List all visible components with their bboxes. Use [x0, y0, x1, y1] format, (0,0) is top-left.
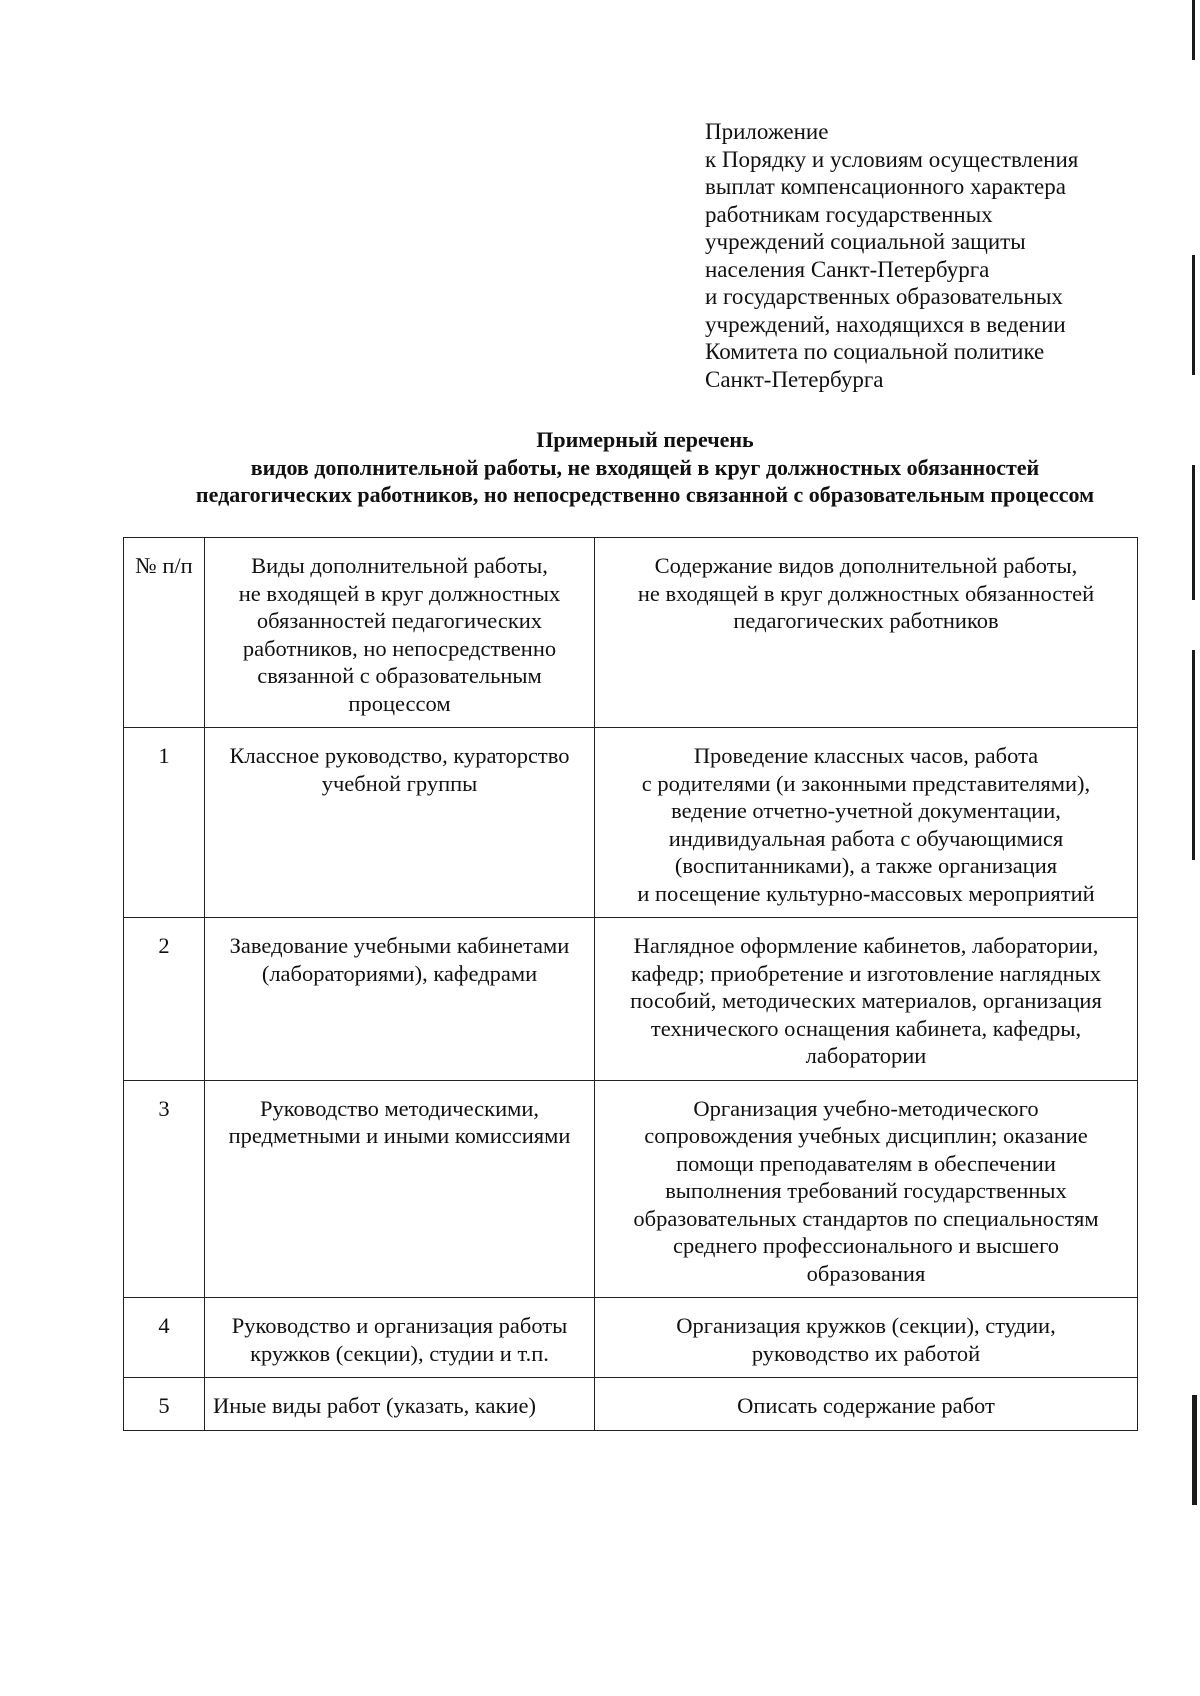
- table-row: [124, 1378, 1138, 1431]
- header-desc: Содержание видов дополнительной работы, не входящей в круг должностных обязанностей педагогических работников: [594, 538, 1137, 728]
- work-types-table: [123, 537, 1138, 1431]
- row-desc: Описать содержание работ: [594, 1378, 1137, 1431]
- row-desc: Организация учебно-методического сопровождения учебных дисциплин; оказание помощи преподавателям в обеспечении выполнения требований государственных образовательных стандартов по специальностям среднего профессионального и высшего образования: [594, 1080, 1137, 1298]
- row-num: 5: [124, 1378, 205, 1431]
- row-kind: Заведование учебными кабинетами (лабораториями), кафедрами: [205, 918, 595, 1081]
- annex-line: работникам государственных: [705, 201, 993, 227]
- annex-header: [705, 118, 1145, 393]
- row-desc: Проведение классных часов, работа с родителями (и законными представителями), ведение отчетно-учетной документации, индивидуальная работа с обучающимися (воспитанниками), а также организация и посещение культурно-массовых мероприятий: [594, 728, 1137, 918]
- scan-edge-mark: [1192, 255, 1195, 375]
- scan-edge-mark: [1192, 1395, 1197, 1505]
- row-kind: Руководство и организация работы кружков (секции), студии и т.п.: [205, 1298, 595, 1378]
- title-line: Примерный перечень: [536, 427, 754, 452]
- table-row: [124, 1298, 1138, 1378]
- header-num: № п/п: [124, 538, 205, 728]
- table-header-row: [124, 538, 1138, 728]
- title-line: видов дополнительной работы, не входящей в круг должностных обязанностей: [250, 454, 1040, 480]
- scan-edge-mark: [1192, 650, 1195, 860]
- row-num: 3: [124, 1080, 205, 1298]
- table-row: [124, 918, 1138, 1081]
- annex-line: Приложение: [705, 119, 829, 144]
- scan-edge-mark: [1192, 465, 1195, 600]
- annex-line: учреждений социальной защиты: [705, 229, 1026, 254]
- row-kind: Иные виды работ (указать, какие): [205, 1378, 595, 1431]
- header-kind: Виды дополнительной работы, не входящей в круг должностных обязанностей педагогических работников, но непосредственно связанной с образовательным процессом: [205, 538, 595, 728]
- scan-edge-mark: [1192, 0, 1195, 60]
- annex-line: Санкт-Петербурга: [705, 366, 884, 392]
- annex-line: и государственных образовательных: [705, 284, 1063, 309]
- row-num: 1: [124, 728, 205, 918]
- annex-line: учреждений, находящихся в ведении: [705, 311, 1066, 337]
- annex-line: Комитета по социальной политике: [705, 339, 1045, 364]
- annex-line: к Порядку и условиям осуществления: [705, 146, 1079, 172]
- row-num: 2: [124, 918, 205, 1081]
- row-num: 4: [124, 1298, 205, 1378]
- annex-line: населения Санкт-Петербурга: [705, 256, 990, 282]
- row-kind: Классное руководство, кураторство учебной группы: [205, 728, 595, 918]
- annex-line: выплат компенсационного характера: [705, 174, 1066, 199]
- row-desc: Организация кружков (секции), студии, руководство их работой: [594, 1298, 1137, 1378]
- document-title: [100, 426, 1190, 509]
- table-row: [124, 728, 1138, 918]
- row-kind: Руководство методическими, предметными и иными комиссиями: [205, 1080, 595, 1298]
- table-row: [124, 1080, 1138, 1298]
- title-line: педагогических работников, но непосредственно связанной с образовательным процессом: [195, 482, 1095, 507]
- row-desc: Наглядное оформление кабинетов, лаборатории, кафедр; приобретение и изготовление наглядных пособий, методических материалов, организация технического оснащения кабинета, кафедры, лаборатории: [594, 918, 1137, 1081]
